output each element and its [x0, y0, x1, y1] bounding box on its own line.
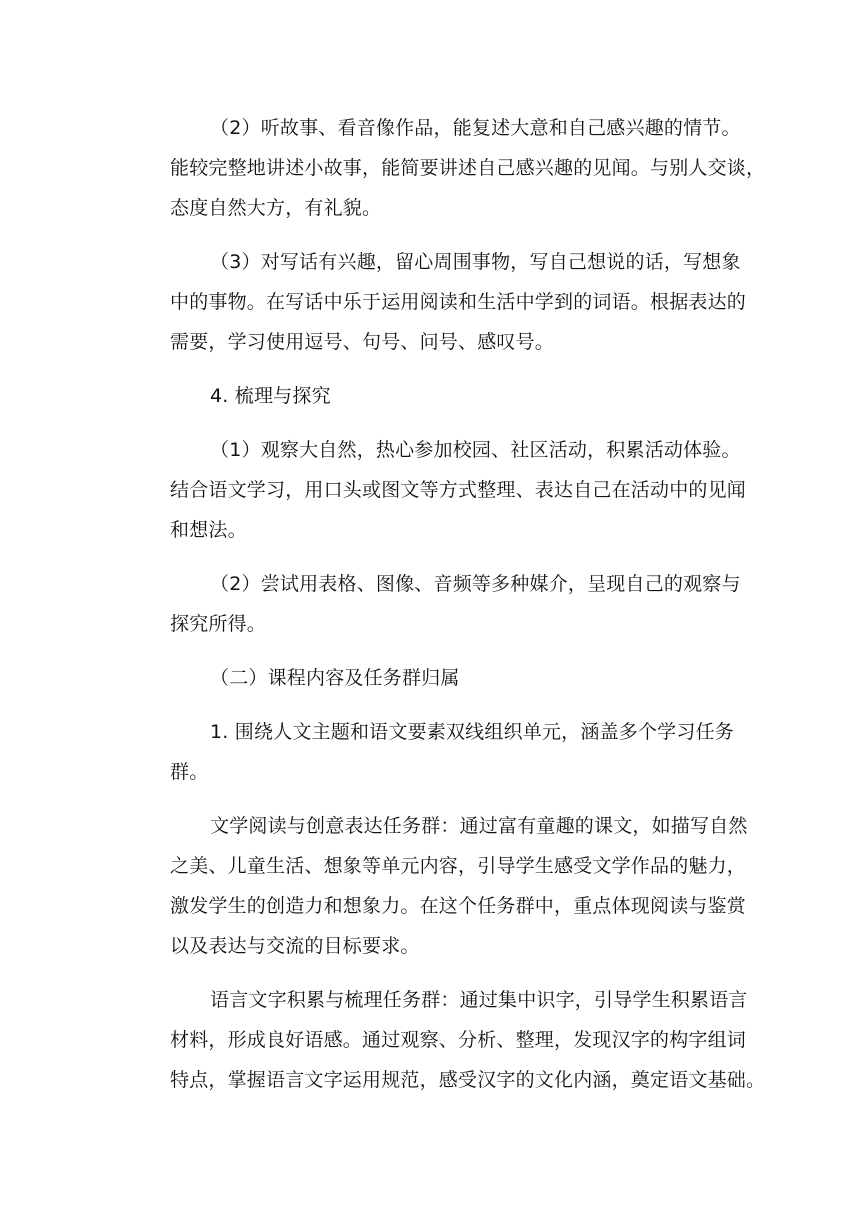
text-line: 需要，学习使用逗号、句号、问号、感叹号。 [170, 331, 555, 353]
paragraph-media-presentation [130, 564, 741, 644]
text-line: 结合语文学习，用口头或图文等方式整理、表达自己在活动中的见闻 [170, 479, 747, 501]
text-line: 语言文字积累与梳理任务群：通过集中识字，引导学生积累语言 [210, 989, 748, 1011]
text-line: （2）尝试用表格、图像、音频等多种媒介，呈现自己的观察与 [210, 573, 741, 595]
paragraph-dual-line-units [130, 712, 734, 792]
text-line: 特点，掌握语言文字运用规范，感受汉字的文化内涵，奠定语文基础。 [170, 1069, 766, 1091]
text-line: 激发学生的创造力和想象力。在这个任务群中，重点体现阅读与鉴赏 [170, 895, 747, 917]
text-line: 1. 围绕人文主题和语文要素双线组织单元，涵盖多个学习任务 [210, 721, 734, 743]
text-line: 中的事物。在写话中乐于运用阅读和生活中学到的词语。根据表达的 [170, 291, 747, 313]
text-line: 探究所得。 [170, 613, 267, 635]
document-page [130, 108, 766, 1114]
text-line: （二）课程内容及任务群归属 [210, 667, 460, 689]
text-line: 能较完整地讲述小故事，能简要讲述自己感兴趣的见闻。与别人交谈， [170, 157, 766, 179]
text-line: 4. 梳理与探究 [210, 385, 331, 407]
text-line: 群。 [170, 761, 209, 783]
paragraph-listening-retelling [130, 108, 766, 228]
text-line: 材料，形成良好语感。通过观察、分析、整理，发现汉字的构字组词 [170, 1029, 747, 1051]
text-line: 态度自然大方，有礼貌。 [170, 197, 382, 219]
text-line: 以及表达与交流的目标要求。 [170, 935, 420, 957]
text-line: （3）对写话有兴趣，留心周围事物，写自己想说的话，写想象 [210, 251, 741, 273]
paragraph-observe-nature [130, 430, 747, 550]
paragraph-literary-reading-task-group [130, 806, 748, 966]
text-line: 文学阅读与创意表达任务群：通过富有童趣的课文，如描写自然 [210, 815, 748, 837]
section-heading-sorting-exploring [130, 376, 730, 416]
text-line: （2）听故事、看音像作品，能复述大意和自己感兴趣的情节。 [210, 117, 741, 139]
text-line: 和想法。 [170, 519, 247, 541]
section-heading-course-content [130, 658, 730, 698]
text-line: 之美、儿童生活、想象等单元内容，引导学生感受文学作品的魅力， [170, 855, 747, 877]
paragraph-language-accumulation-task-group [130, 980, 766, 1100]
paragraph-writing-interest [130, 242, 747, 362]
text-line: （1）观察大自然，热心参加校园、社区活动，积累活动体验。 [210, 439, 741, 461]
